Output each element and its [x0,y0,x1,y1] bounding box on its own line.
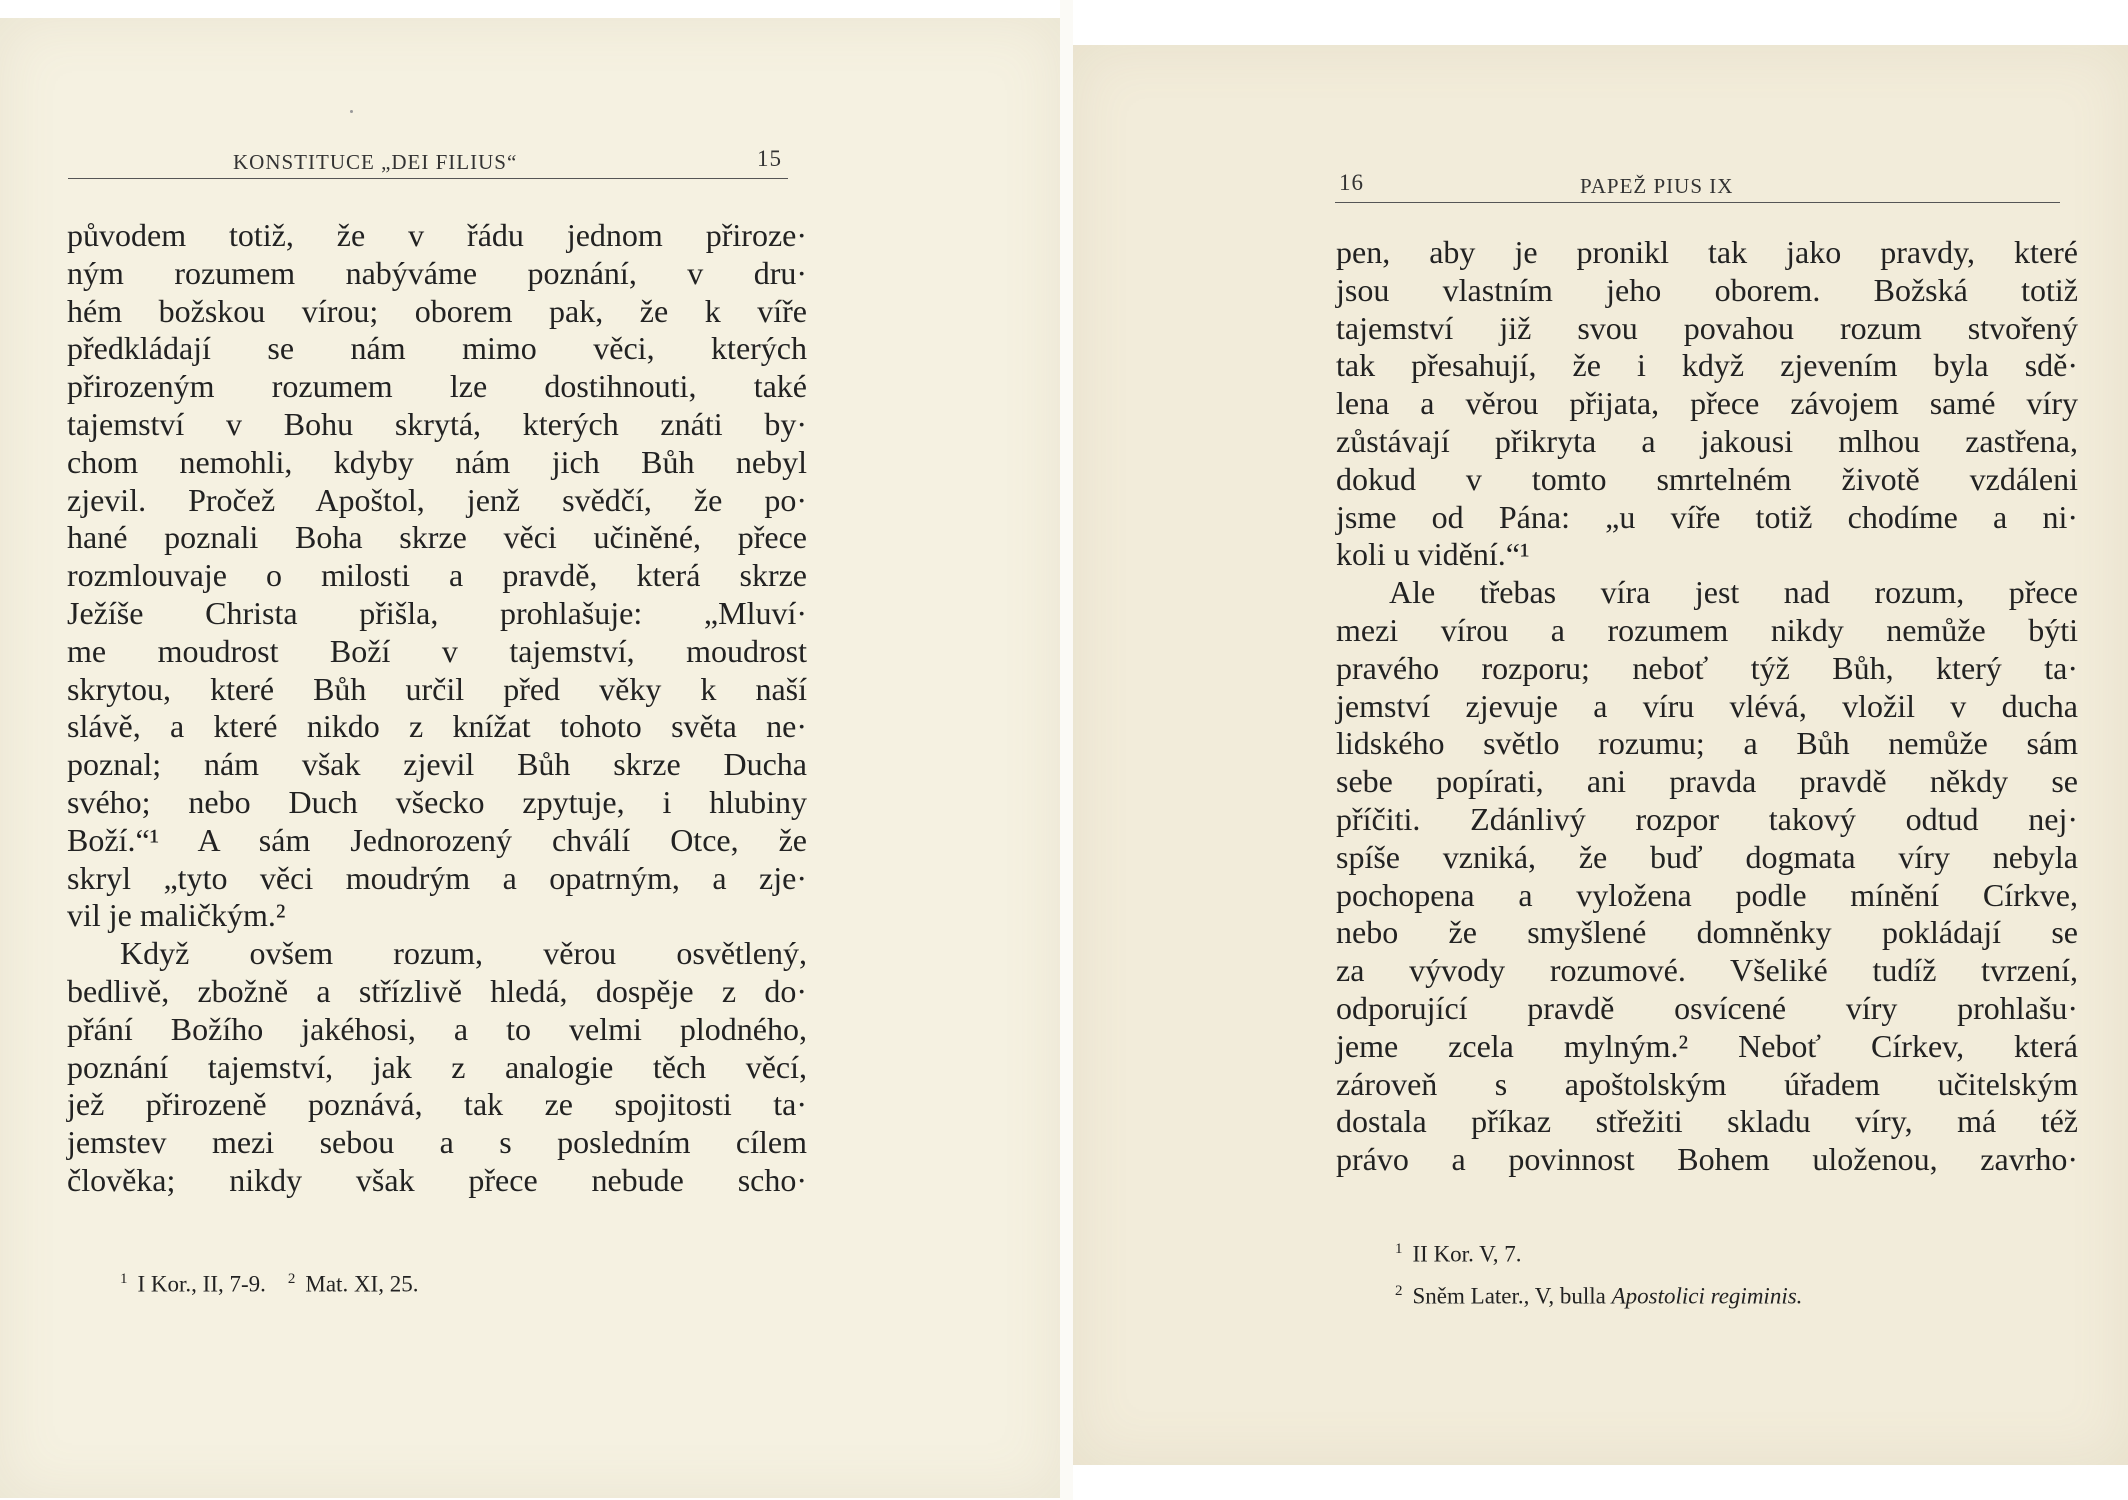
running-head [1335,170,2060,203]
text-line: odporující pravdě osvícené víry prohlašu· [1336,989,2078,1026]
text-line: jemstev mezi sebou a s posledním cílem [67,1124,807,1161]
book-gutter [1060,0,1073,1500]
running-title: PAPEŽ PIUS IX [1580,174,1734,198]
text-line: jsme od Pána: „u víře totiž chodíme a ni· [1336,498,2078,535]
text-line: jeme zcela mylným.² Neboť Církev, která [1336,1027,2078,1064]
text-line: příčiti. Zdánlivý rozpor takový odtud nej· [1336,800,2078,837]
footnote-mark: 2 [287,1271,296,1287]
text-line: Když ovšem rozum, věrou osvětlený, [120,935,807,972]
text-line: člověka; nikdy však přece nebude scho· [67,1161,807,1198]
text-line: bedlivě, zbožně a střízlivě hledá, dospěje z do· [67,972,807,1009]
footnote-text: Mat. XI, 25. [305,1271,419,1297]
text-line: poznání tajemství, jak z analogie těch věcí, [67,1048,807,1085]
text-line: Ale třebas víra jest nad rozum, přece [1389,574,2078,611]
text-line: skryl „tyto věci moudrým a opatrným, a zje· [67,859,807,896]
text-line: tak přesahují, že i když zjevením byla sdě· [1336,347,2078,384]
running-head [68,146,788,179]
text-line: zůstávají přikryta a jakousi mlhou zastřena, [1336,422,2078,459]
text-line: dostala příkaz střežiti skladu víry, má též [1336,1103,2078,1140]
text-line: nebo že smyšlené domněnky pokládají se [1336,914,2078,951]
text-line: přání Božího jakéhosi, a to velmi plodného, [67,1010,807,1047]
text-line: hém božskou vírou; oborem pak, že k víře [67,292,807,329]
footnote-mark: 1 [1395,1241,1403,1257]
body-text [1336,234,2078,1179]
footnote-text: I Kor., II, 7-9. [137,1271,266,1297]
text-line: rozmlouvaje o milosti a pravdě, která skrze [67,557,807,594]
text-line: jemství zjevuje a víru vlévá, vložil v ducha [1336,687,2078,724]
text-line: vil je maličkým.² [67,897,286,934]
footnote-mark: 1 [120,1271,128,1287]
text-line: spíše vzniká, že buď dogmata víry nebyla [1336,838,2078,875]
text-line: lidského světlo rozumu; a Bůh nemůže sám [1336,725,2078,762]
text-line: svého; nebo Duch všecko zpytuje, i hlubiny [67,783,807,820]
text-line: chom nemohli, kdyby nám jich Bůh nebyl [67,443,807,480]
text-line: mezi vírou a rozumem nikdy nemůže býti [1336,611,2078,648]
page-number: 16 [1339,170,1364,195]
text-line: jsou vlastním jeho oborem. Božská totiž [1336,271,2078,308]
text-line: předkládají se nám mimo věci, kterých [67,330,807,367]
text-line: pen, aby je pronikl tak jako pravdy, které [1336,234,2078,270]
text-line: za vývody rozumové. Všeliké tudíž tvrzení, [1336,952,2078,989]
footnote [1395,1231,1802,1273]
running-title: KONSTITUCE „DEI FILIUS“ [233,150,518,174]
text-line: poznal; nám však zjevil Bůh skrze Ducha [67,746,807,783]
right-page [1073,45,2128,1465]
text-line: pravého rozporu; neboť týž Bůh, který ta· [1336,649,2078,686]
page-number: 15 [757,146,782,171]
ink-speck [350,110,353,113]
text-line: dokud v tomto smrtelném životě vzdáleni [1336,460,2078,497]
footnote-text: II Kor. V, 7. [1412,1241,1522,1267]
footnote [120,1261,418,1303]
text-line: me moudrost Boží v tajemství, moudrost [67,632,807,669]
left-page [0,18,1060,1498]
body-text [67,217,807,1200]
text-line: sebe popírati, ani pravda pravdě někdy se [1336,763,2078,800]
text-line: Ježíše Christa přišla, prohlašuje: „Mluví· [67,594,807,631]
footnote-italic-title: Apostolici regiminis. [1611,1283,1803,1309]
text-line: skrytou, které Bůh určil před věky k naší [67,670,807,707]
footnotes [1395,1231,1802,1314]
text-line: Boží.“¹ A sám Jednorozený chválí Otce, že [67,821,807,858]
footnote-text: Sněm Later., V, bulla [1412,1283,1612,1309]
text-line: právo a povinnost Bohem uloženou, zavrho· [1336,1141,2078,1178]
text-line: koli u vidění.“¹ [1336,536,1530,573]
footnotes [120,1261,418,1303]
text-line: ným rozumem nabýváme poznání, v dru· [67,254,807,291]
footnote-mark: 2 [1395,1282,1403,1299]
text-line: tajemství v Bohu skrytá, kterých znáti by· [67,405,807,442]
text-line: slávě, a které nikdo z knížat tohoto světa ne· [67,708,807,745]
text-line: zároveň s apoštolským úřadem učitelským [1336,1065,2078,1102]
text-line: přirozeným rozumem lze dostihnouti, také [67,368,807,405]
text-line: původem totiž, že v řádu jednom přiroze· [67,217,807,253]
text-line: hané poznali Boha skrze věci učiněné, přece [67,519,807,556]
text-line: zjevil. Pročež Apoštol, jenž svědčí, že po· [67,481,807,518]
text-line: pochopena a vyložena podle mínění Církve, [1336,876,2078,913]
footnote [1395,1273,1802,1315]
text-line: lena a věrou přijata, přece závojem samé víry [1336,385,2078,422]
text-line: jež přirozeně poznává, tak ze spojitosti ta· [67,1086,807,1123]
text-line: tajemství již svou povahou rozum stvořený [1336,309,2078,346]
